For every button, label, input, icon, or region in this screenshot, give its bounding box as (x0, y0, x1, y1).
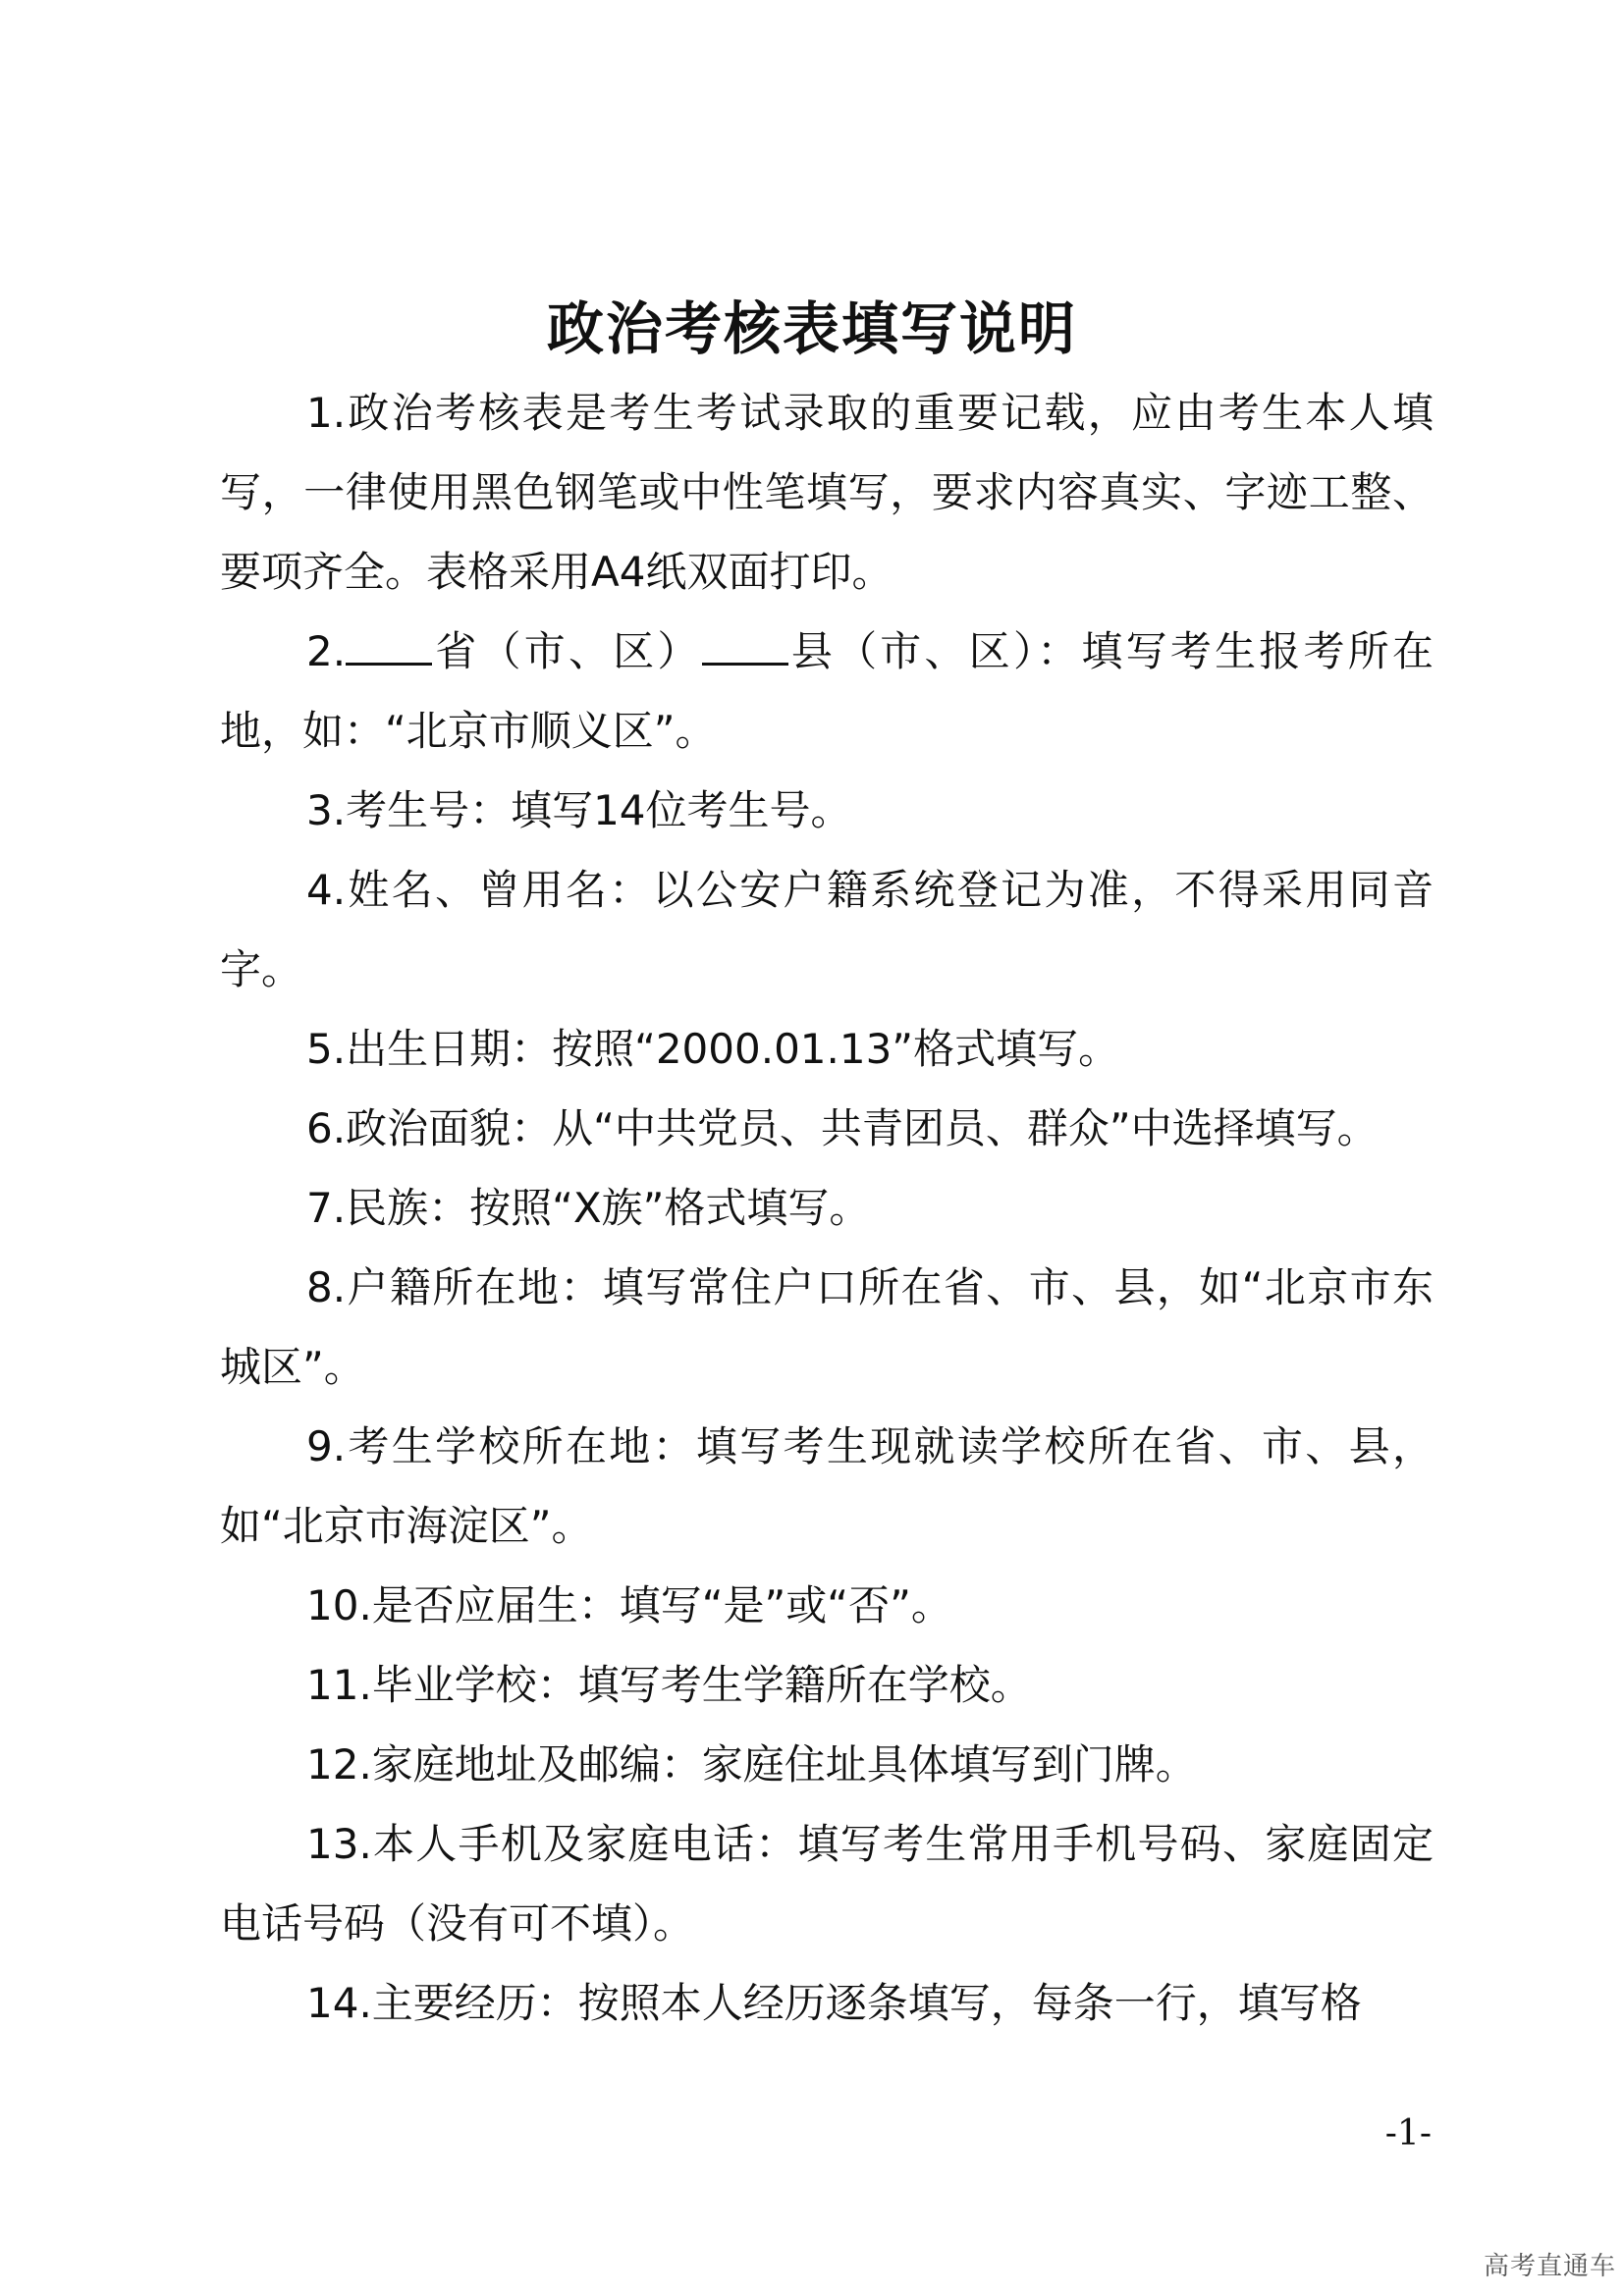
document-title: 政治考核表填写说明 (546, 295, 1077, 362)
instruction-item-3: 3.考生号：填写14位考生号。 (306, 786, 852, 834)
watermark-text: 高考直通车 (1483, 2252, 1616, 2281)
instruction-item-5: 5.出生日期：按照“2000.01.13”格式填写。 (306, 1025, 1120, 1073)
instruction-item-4: 4.姓名、曾用名：以公安户籍系统登记为准，不得采用同音字。 (220, 866, 1434, 993)
instruction-item-8: 8.户籍所在地：填写常住户口所在省、市、县，如“北京市东城区”。 (220, 1263, 1434, 1391)
instruction-item-7: 7.民族：按照“X族”格式填写。 (306, 1184, 871, 1232)
instruction-item-12: 12.家庭地址及邮编：家庭住址具体填写到门牌。 (306, 1740, 1197, 1789)
county-blank (702, 629, 788, 666)
instruction-item-9: 9.考生学校所在地：填写考生现就读学校所在省、市、县，如“北京市海淀区”。 (220, 1422, 1434, 1550)
instruction-item-2-province: 省（市、区） (432, 627, 702, 675)
page-number: -1- (1384, 2113, 1432, 2154)
instruction-item-6: 6.政治面貌：从“中共党员、共青团员、群众”中选择填写。 (306, 1104, 1379, 1152)
instruction-item-14: 14.主要经历：按照本人经历逐条填写，每条一行，填写格 (306, 1979, 1362, 2027)
instruction-item-2-number: 2. (306, 627, 347, 675)
instruction-item-2 (220, 612, 1434, 771)
instruction-item-11: 11.毕业学校：填写考生学籍所在学校。 (306, 1661, 1032, 1709)
instruction-item-10: 10.是否应届生：填写“是”或“否”。 (306, 1581, 952, 1629)
instruction-item-2-county: 县（市、区）：填写考生报考所在地，如：“北京市顺义区”。 (220, 627, 1434, 755)
province-blank (346, 629, 432, 666)
instruction-item-1: 1.政治考核表是考生考试录取的重要记载，应由考生本人填写，一律使用黑色钢笔或中性笔填写，要求内容真实、字迹工整、要项齐全。表格采用A4纸双面打印。 (220, 389, 1434, 596)
instruction-item-13: 13.本人手机及家庭电话：填写考生常用手机号码、家庭固定电话号码（没有可不填）。 (220, 1820, 1434, 1948)
instructions-body (220, 373, 1434, 2043)
